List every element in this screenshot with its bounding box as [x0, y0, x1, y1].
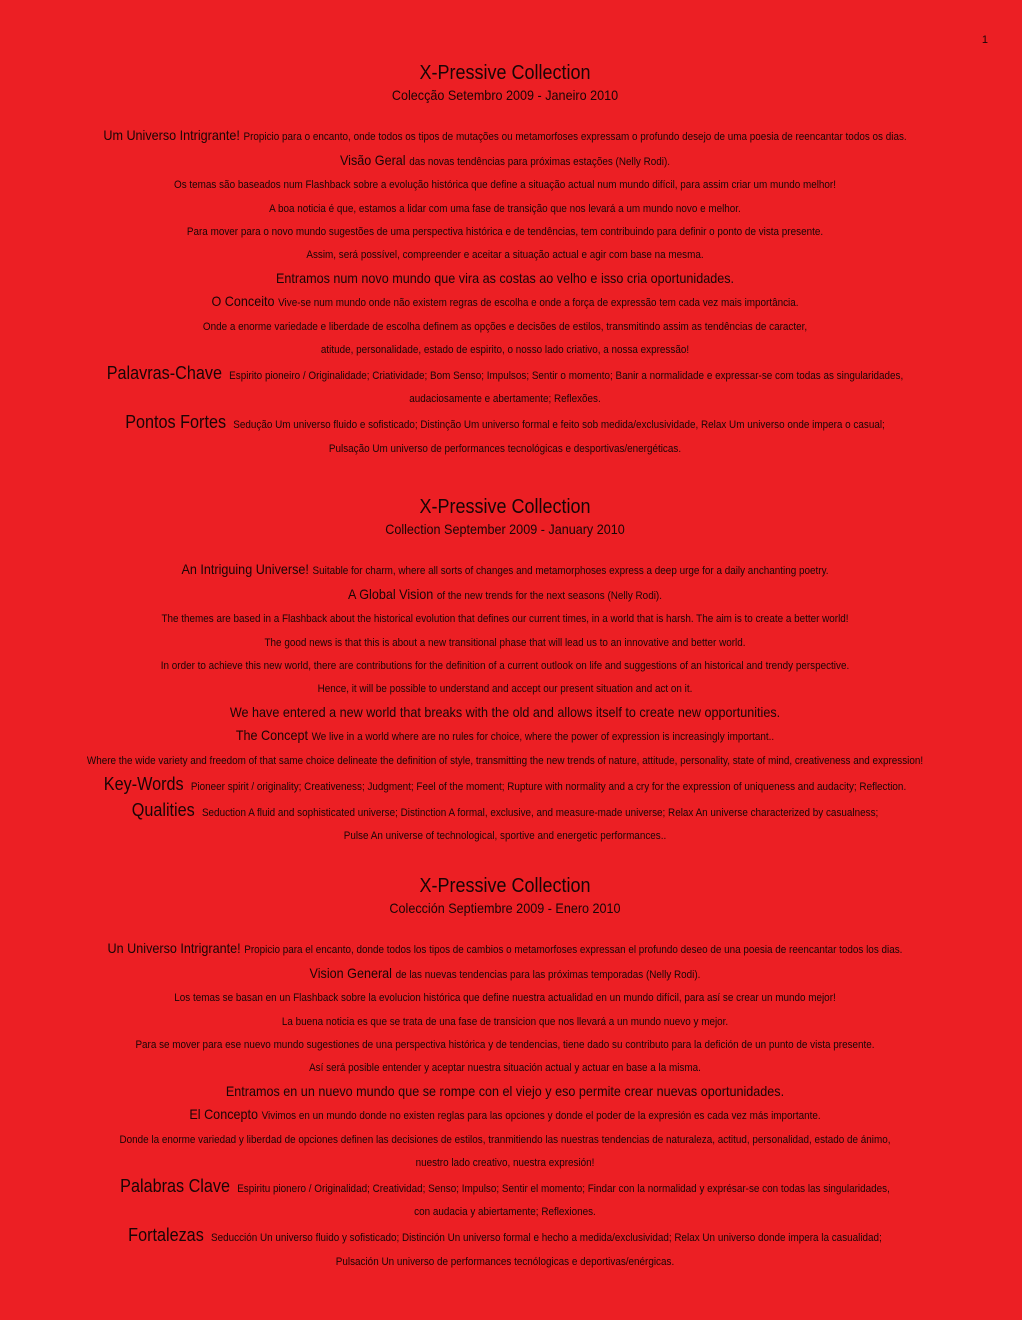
- qualities-line-2: Pulsação Um universo de performances tecnológicas e desportivas/energéticas.: [328, 442, 682, 455]
- paragraph-line: La buena noticia es que se trata de una fase de transicion que nos llevará a un mundo nuevo y mejor.: [281, 1015, 729, 1028]
- keywords-lead: Key-Words: [103, 773, 184, 794]
- concept-text: Vive-se num mundo onde não existem regras de escolha e onde a força de expressão tem cada vez mais importância.: [278, 297, 799, 310]
- paragraph-line: Os temas são baseados num Flashback sobre a evolução histórica que define a situação actual num mundo difícil, para assim criar um mundo melhor!: [173, 179, 836, 192]
- keywords-text: Pioneer spirit / originality; Creativeness; Judgment; Feel of the moment; Rupture with normality and a cry for the expression of uniqueness and audacity; Reflection.: [190, 780, 907, 793]
- keywords-line: [51, 773, 960, 799]
- intro-text: Propicio para o encanto, onde todos os tipos de mutações ou metamorfoses expressam o profundo desejo de uma poesia de reencantar todos os dias.: [243, 131, 907, 143]
- paragraph-line: Hence, it will be possible to understand and accept our present situation and act on it.: [317, 683, 693, 696]
- keywords-line: [51, 1175, 960, 1201]
- paragraph-line: Assim, será possível, compreender e aceitar a situação actual e agir com base na mesma.: [306, 249, 704, 262]
- concept-line-3: atitude, personalidade, estado de espirito, o nosso lado criativo, a nossa expressão!: [320, 343, 690, 356]
- concept-line-2: Donde la enorme variedad y liberdad de opciones definen las decisiones de estilos, tranmitiendo las nuestras tendencias de naturaleza, actitud, personalidad, estado de ánimo,: [119, 1133, 891, 1146]
- keywords-lead: Palabras Clave: [120, 1176, 231, 1197]
- intro-line: [51, 937, 960, 962]
- paragraph-line: The themes are based in a Flashback about the historical evolution that defines our current times, in a world that is harsh. The aim is to create a better world!: [161, 613, 849, 626]
- vision-line: [51, 583, 960, 608]
- concept-line-2: Onde a enorme variedade e liberdade de escolha definem as opções e decisões de estilos, transmitindo assim as tendências de caracter,: [202, 320, 808, 333]
- section-subtitle: Collection September 2009 - January 2010: [385, 521, 625, 537]
- concept-line: [51, 290, 960, 315]
- paragraph-line: Para se mover para ese nuevo mundo sugestiones de una perspectiva histórica y de tendencias, tiene dado su contributo para la defición de un punto de vista presente.: [135, 1038, 875, 1051]
- intro-text: Suitable for charm, where all sorts of changes and metamorphoses express a deep urge for a daily anchanting poetry.: [312, 565, 829, 577]
- concept-lead: O Conceito: [211, 293, 275, 310]
- qualities-text: Seduction A fluid and sophisticated universe; Distinction A formal, exclusive, and measure-made universe; Relax An universe characterized by casualness;: [201, 807, 879, 820]
- vision-lead: Visão Geral: [339, 152, 406, 169]
- section-title: X-Pressive Collection: [419, 875, 591, 897]
- keywords-text: Espiritu pionero / Originalidad; Creatividad; Senso; Impulso; Sentir el momento; Findar con la normalidad y exprésar-se con todas las singularidades,: [237, 1183, 890, 1196]
- section-subtitle: Colecção Setembro 2009 - Janeiro 2010: [391, 87, 619, 103]
- concept-line: [51, 724, 960, 749]
- section-title: X-Pressive Collection: [419, 496, 591, 518]
- vision-line: [51, 149, 960, 174]
- paragraph-line: Los temas se basan en un Flashback sobre la evolucion histórica que define nuestra actualidad en un mundo difícil, para así se crear un mundo mejor!: [174, 992, 836, 1005]
- section-english: [51, 494, 960, 848]
- paragraph-line: A boa noticia é que, estamos a lidar com uma fase de transição que nos levará a um mundo novo e melhor.: [269, 202, 741, 215]
- qualities-text: Seducción Un universo fluido y sofisticado; Distinción Un universo formal e hecho a medida/exclusividad; Relax Un universo donde impera la casualidad;: [211, 1232, 882, 1245]
- vision-lead: Vision General: [309, 965, 392, 982]
- concept-text: We live in a world where are no rules for choice, where the power of expression is increasingly important..: [311, 731, 775, 744]
- qualities-line-2: Pulse An universe of technological, sportive and energetic performances..: [343, 830, 667, 843]
- concept-line: [51, 1103, 960, 1128]
- statement-line: Entramos num novo mundo que vira as costas ao velho e isso cria oportunidades.: [275, 270, 735, 287]
- paragraph-line: The good news is that this is about a new transitional phase that will lead us to an innovative and better world.: [264, 636, 746, 649]
- concept-lead: El Concepto: [189, 1106, 259, 1123]
- keywords-text: Espirito pioneiro / Originalidade; Criatividade; Bom Senso; Impulsos; Sentir o momento; Banir a normalidade e expressar-se com todas as singularidades,: [229, 370, 904, 383]
- intro-line: [51, 124, 960, 149]
- intro-text: Propicio para el encanto, donde todos los tipos de cambios o metamorfoses expressan el profundo deseo de una poesia de reencantar todos los dias.: [244, 944, 903, 956]
- vision-lead: A Global Vision: [348, 586, 434, 603]
- paragraph-line: In order to achieve this new world, there are contributions for the definition of a current outlook on life and suggestions of an historical and trendy perspective.: [160, 659, 850, 672]
- qualities-line: [51, 799, 960, 825]
- paragraph-line: Así será posible entender y aceptar nuestra situación actual y actuar en base a la misma.: [309, 1062, 701, 1075]
- keywords-line-2: con audacia y abiertamente; Reflexiones.: [414, 1206, 596, 1219]
- qualities-line-2: Pulsación Un universo de performances tecnólogicas e deportivas/enérgicas.: [335, 1255, 675, 1268]
- page-number: 1: [981, 34, 988, 46]
- concept-text: Vivimos en un mundo donde no existen reglas para las opciones y donde el poder de la expresión es cada vez más importante.: [261, 1110, 821, 1123]
- statement-line: We have entered a new world that breaks with the old and allows itself to create new opportunities.: [229, 704, 781, 721]
- vision-text: de las nuevas tendencias para las próximas temporadas (Nelly Rodi).: [395, 969, 701, 982]
- keywords-line-2: audaciosamente e abertamente; Reflexões.: [409, 393, 601, 406]
- section-subtitle: Colección Septiembre 2009 - Enero 2010: [389, 900, 621, 916]
- keywords-line: [51, 362, 960, 388]
- intro-line: [51, 558, 960, 583]
- section-portuguese: [51, 60, 960, 461]
- qualities-text: Sedução Um universo fluido e sofisticado; Distinção Um universo formal e feito sob medida/exclusividade, Relax Um universo onde impera o casual;: [233, 419, 885, 432]
- qualities-lead: Pontos Fortes: [125, 412, 227, 433]
- concept-lead: The Concept: [235, 727, 308, 744]
- vision-text: of the new trends for the next seasons (Nelly Rodi).: [436, 590, 662, 603]
- vision-line: [51, 962, 960, 987]
- qualities-lead: Qualities: [131, 800, 195, 821]
- concept-line-3: nuestro lado creativo, nuestra expresión!: [415, 1156, 595, 1169]
- qualities-lead: Fortalezas: [128, 1225, 204, 1246]
- statement-line: Entramos en un nuevo mundo que se rompe con el viejo y eso permite crear nuevas oportunidades.: [225, 1083, 785, 1100]
- section-title: X-Pressive Collection: [419, 62, 591, 84]
- qualities-line: [51, 411, 960, 437]
- keywords-lead: Palavras-Chave: [106, 363, 222, 384]
- concept-line-2: Where the wide variety and freedom of that same choice delineate the definition of style, transmitting the new trends of nature, attitude, personality, state of mind, creativeness and expression!: [86, 754, 924, 767]
- intro-lead: Un Universo Intrigrante!: [107, 940, 241, 956]
- intro-lead: Um Universo Intrigrante!: [103, 127, 240, 143]
- paragraph-line: Para mover para o novo mundo sugestões de uma perspectiva histórica e de tendências, tem contribuindo para definir o ponto de vista presente.: [186, 225, 824, 238]
- qualities-line: [51, 1224, 960, 1250]
- section-spanish: [51, 873, 960, 1274]
- vision-text: das novas tendências para próximas estações (Nelly Rodi).: [409, 156, 671, 169]
- intro-lead: An Intriguing Universe!: [181, 561, 309, 577]
